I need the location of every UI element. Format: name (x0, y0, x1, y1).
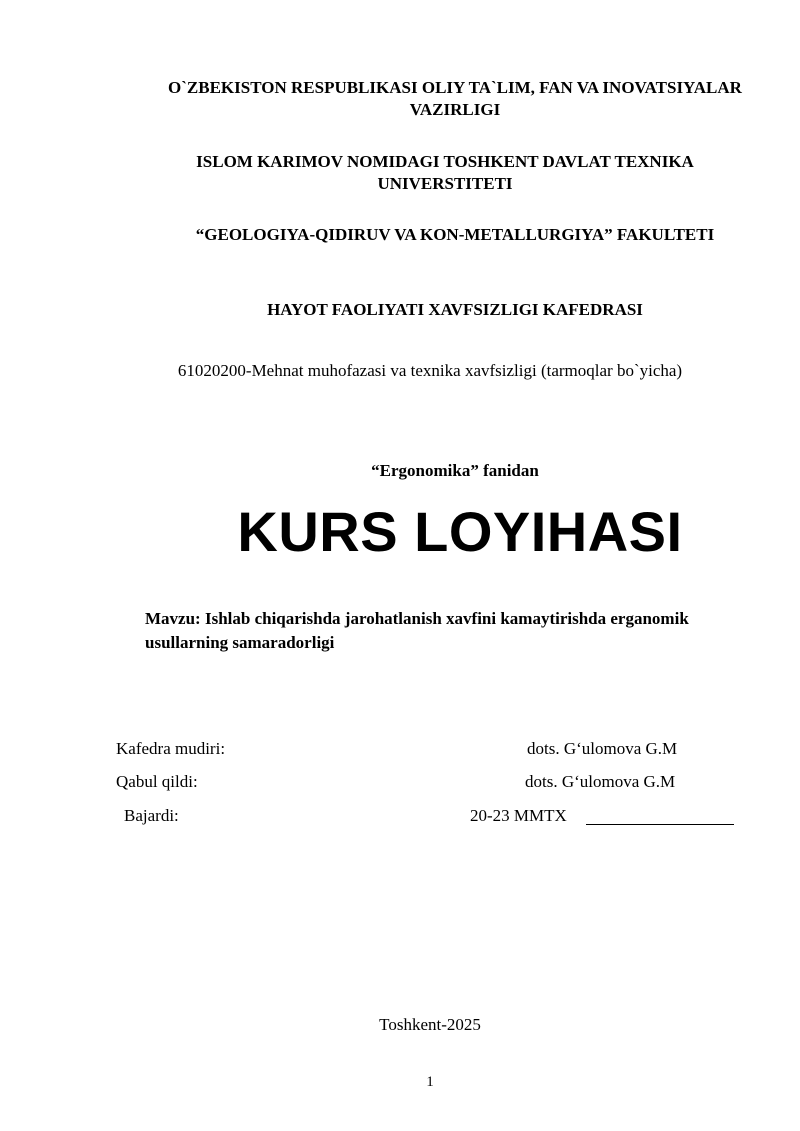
page-number: 1 (426, 1074, 434, 1090)
topic-text: Mavzu: Ishlab chiqarishda jarohatlanish xavfini kamaytirishda erganomik usullarning samaradorligi (145, 609, 689, 652)
specialty-line: 61020200-Mehnat muhofazasi va texnika xavfsizligi (tarmoqlar bo`yicha) (177, 361, 683, 380)
city-year: Toshkent-2025 (379, 1015, 481, 1034)
main-title: KURS LOYIHASI (237, 500, 683, 563)
accepted-label: Qabul qildi: (116, 772, 198, 791)
done-label: Bajardi: (124, 806, 179, 825)
head-value: dots. G‘ulomova G.M (527, 739, 678, 758)
department-title: HAYOT FAOLIYATI XAVFSIZLIGI KAFEDRASI (267, 300, 643, 319)
subject-line: “Ergonomika” fanidan (371, 461, 539, 480)
ministry-title: O`ZBEKISTON RESPUBLIKASI OLIY TA`LIM, FAN VA INOVATSIYALAR VAZIRLIGI (168, 78, 742, 119)
accepted-value: dots. G‘ulomova G.M (525, 772, 676, 791)
university-title: ISLOM KARIMOV NOMIDAGI TOSHKENT DAVLAT TEXNIKA UNIVERSTITETI (196, 152, 694, 193)
faculty-title: “GEOLOGIYA-QIDIRUV VA KON-METALLURGIYA” FAKULTETI (195, 225, 715, 244)
signature-line (586, 824, 734, 825)
head-label: Kafedra mudiri: (116, 739, 226, 758)
done-value: 20-23 MMTX (470, 806, 567, 825)
